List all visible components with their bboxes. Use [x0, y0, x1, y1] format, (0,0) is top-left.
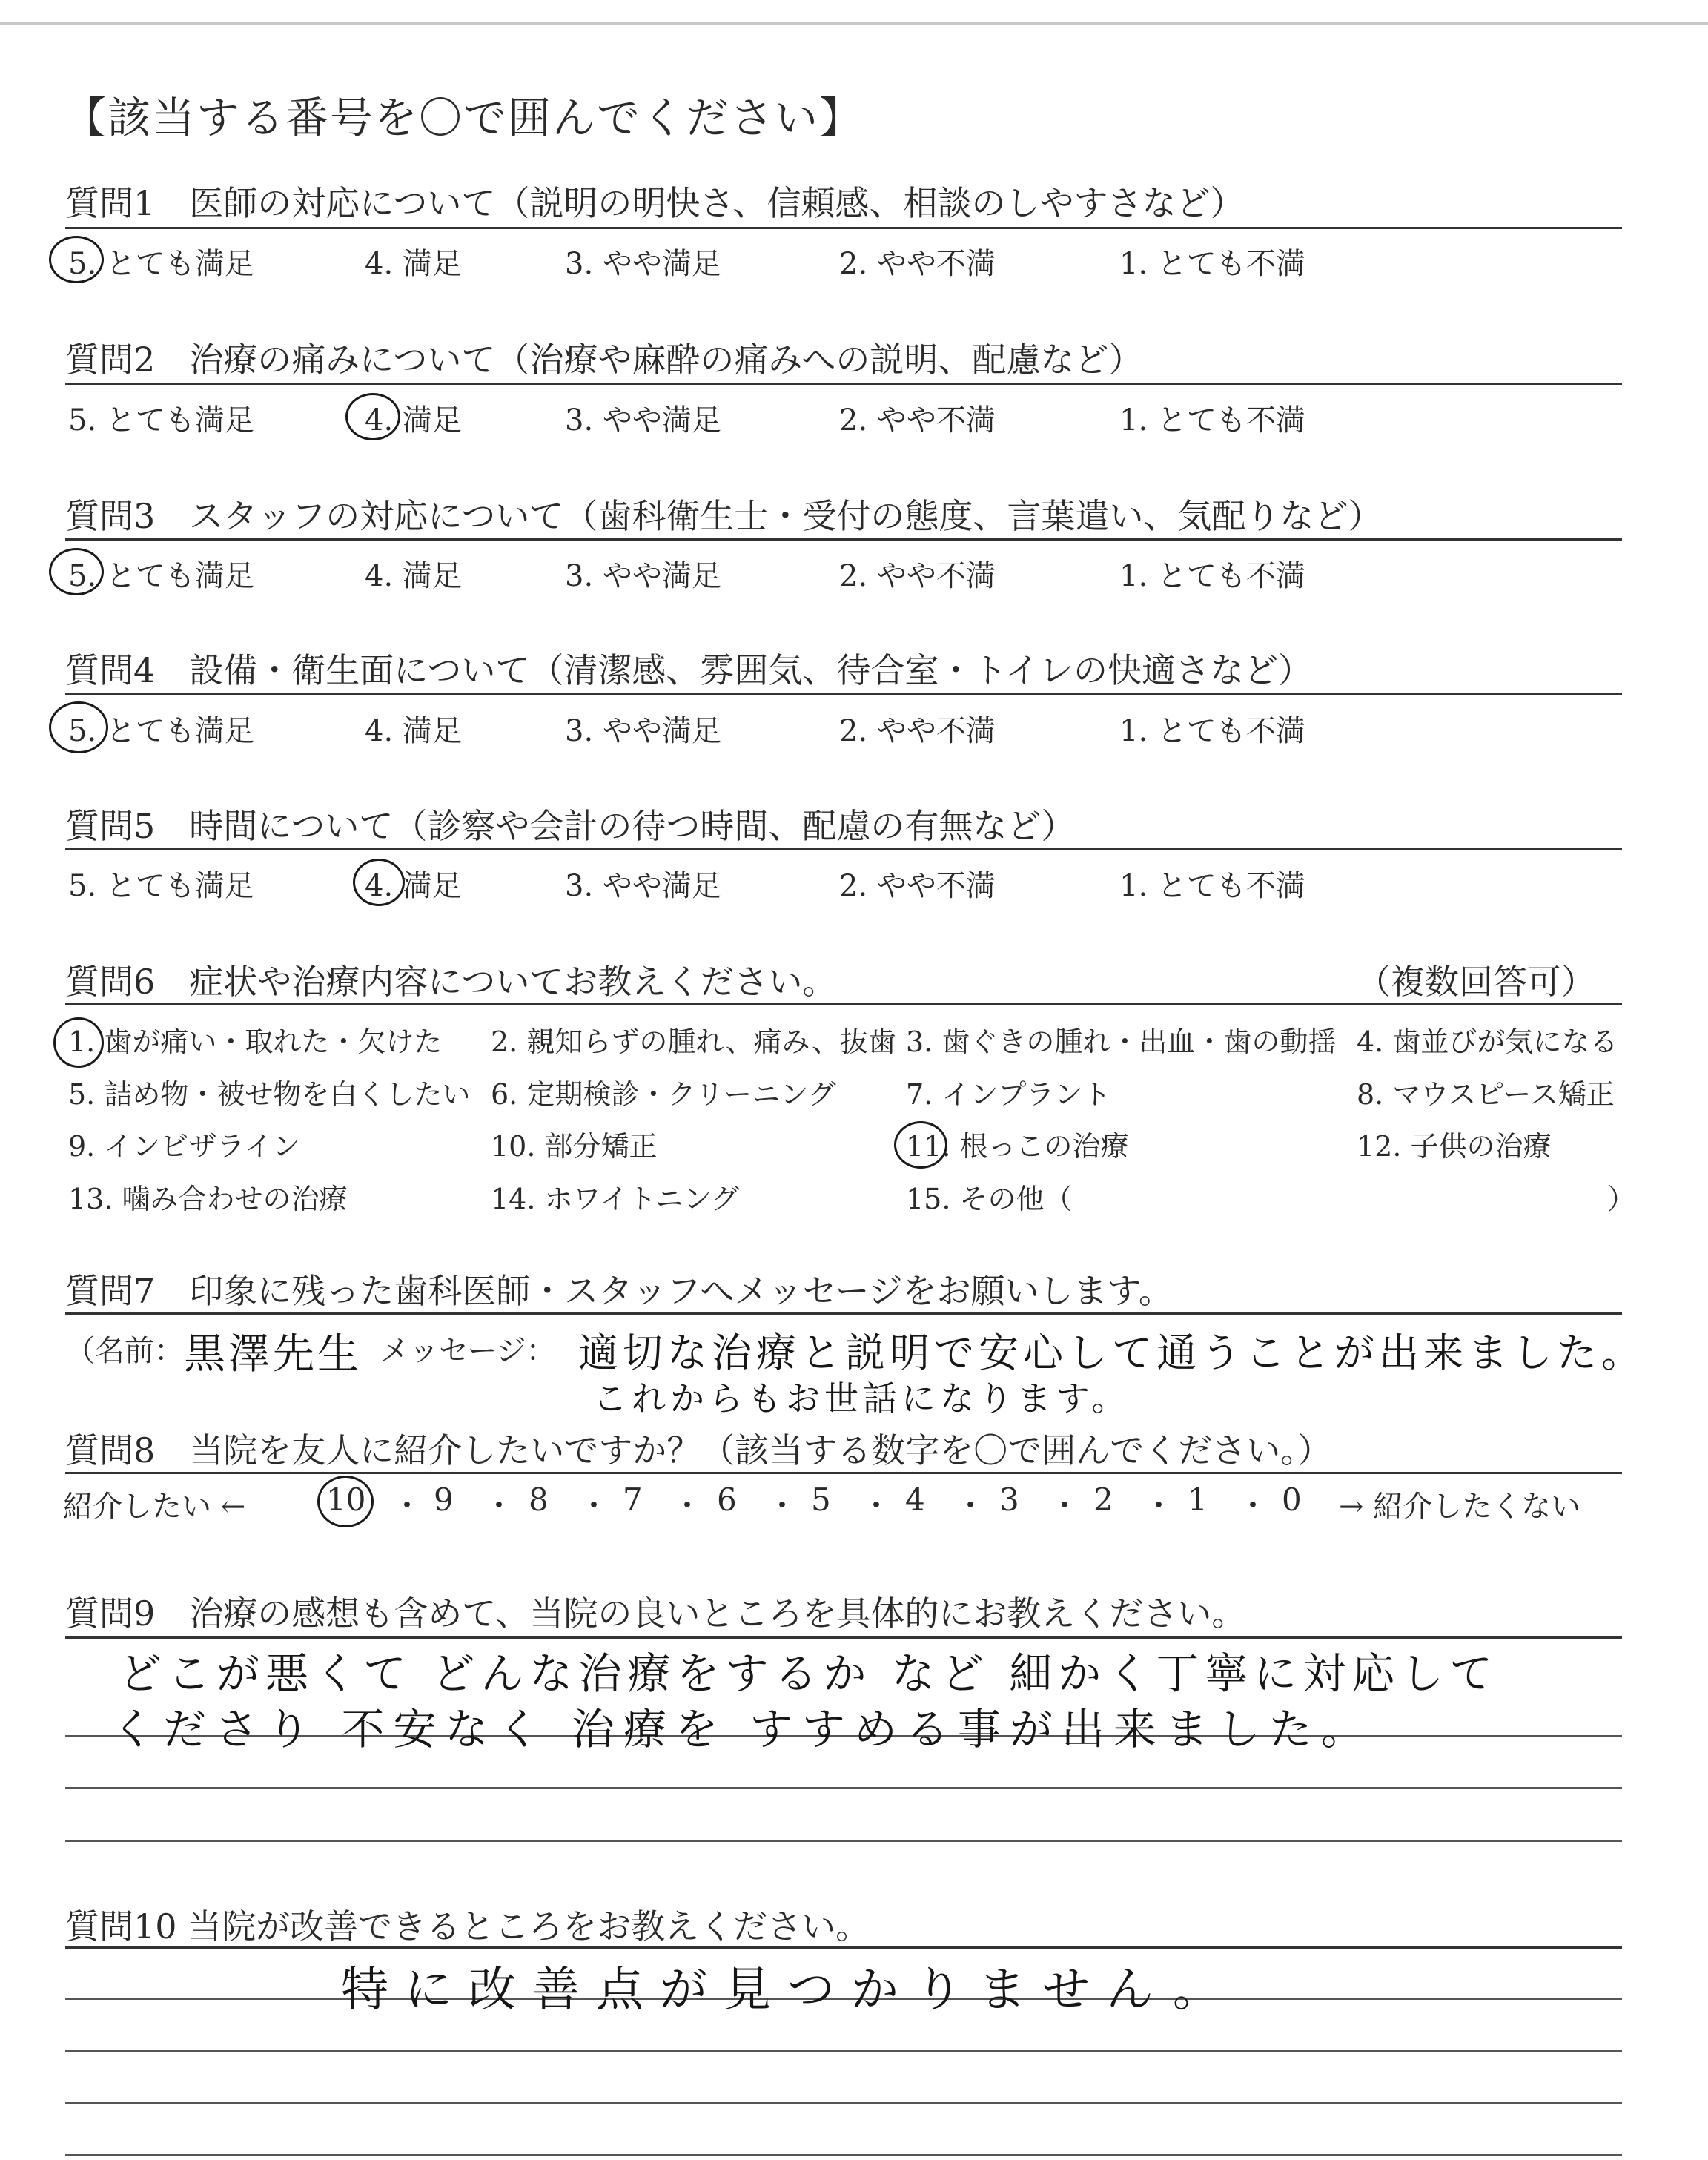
question-9-rule-3 [65, 1787, 1622, 1789]
q1-option-1[interactable]: 1. とても不満 [1119, 247, 1305, 281]
q2-option-3[interactable]: 3. やや満足 [565, 403, 721, 437]
question-4-title: 質問4 設備・衛生面について（清潔感、雰囲気、待合室・トイレの快適さなど） [65, 650, 1313, 690]
question-10-rule-1 [65, 1946, 1622, 1949]
q8-score-6[interactable]: 6 [717, 1482, 737, 1518]
question-5-rule [65, 848, 1622, 850]
q6-item-3[interactable]: 3. 歯ぐきの腫れ・出血・歯の動揺 [906, 1025, 1337, 1058]
q6-item-10[interactable]: 10. 部分矯正 [491, 1130, 658, 1163]
question-2-title: 質問2 治療の痛みについて（治療や麻酔の痛みへの説明、配慮など） [65, 340, 1143, 380]
q8-dot: ・ [1143, 1487, 1175, 1524]
q8-right-label: → 紹介したくない [1339, 1490, 1581, 1524]
q3-option-2[interactable]: 2. やや不満 [839, 559, 996, 593]
question-7-title: 質問7 印象に残った歯科医師・スタッフへメッセージをお願いします。 [65, 1271, 1173, 1311]
question-9-title: 質問9 治療の感想も含めて、当院の良いところを具体的にお教えください。 [65, 1593, 1246, 1634]
q6-item-7[interactable]: 7. インプラント [906, 1078, 1111, 1111]
question-1-rule [65, 227, 1622, 229]
q5-selected-circle [353, 859, 405, 906]
q6-item-15-close: ） [1607, 1183, 1636, 1215]
q5-option-1[interactable]: 1. とても不満 [1119, 869, 1305, 903]
question-6-rule [65, 1003, 1622, 1005]
q8-score-4[interactable]: 4 [905, 1482, 925, 1518]
q1-option-2[interactable]: 2. やや不満 [839, 247, 996, 281]
question-6-note: （複数回答可） [1357, 962, 1595, 1002]
q5-option-2[interactable]: 2. やや不満 [839, 869, 996, 903]
q8-score-3[interactable]: 3 [999, 1482, 1019, 1518]
q6-item-9[interactable]: 9. インビザライン [68, 1130, 301, 1163]
q8-score-2[interactable]: 2 [1093, 1482, 1113, 1518]
question-7-rule [65, 1312, 1622, 1315]
question-10-title: 質問10 当院が改善できるところをお教えください。 [65, 1906, 870, 1946]
q8-score-9[interactable]: 9 [434, 1482, 454, 1518]
q4-selected-circle [49, 701, 108, 753]
q3-option-5[interactable]: 5. とても満足 [68, 559, 254, 593]
q2-option-5[interactable]: 5. とても満足 [68, 403, 254, 437]
q7-message-handwriting-line2: これからもお世話になります。 [593, 1378, 1131, 1418]
q7-message-handwriting-line1: 適切な治療と説明で安心して通うことが出来ました。 [578, 1330, 1646, 1376]
q8-dot: ・ [391, 1487, 423, 1524]
q8-score-5[interactable]: 5 [811, 1482, 831, 1518]
q8-dot: ・ [861, 1487, 893, 1524]
question-10-rule-3 [65, 2050, 1622, 2052]
q2-option-1[interactable]: 1. とても不満 [1119, 403, 1305, 437]
q6-item-2[interactable]: 2. 親知らずの腫れ、痛み、抜歯 [491, 1025, 896, 1058]
question-9-rule-4 [65, 1840, 1622, 1842]
q8-dot: ・ [578, 1487, 610, 1524]
q9-answer-handwriting-line2: くださり 不安なく 治療を すすめる事が出来ました。 [111, 1704, 1373, 1754]
q6-item-12[interactable]: 12. 子供の治療 [1357, 1130, 1552, 1163]
q7-name-label: （名前： [65, 1334, 184, 1368]
question-8-title: 質問8 当院を友人に紹介したいですか？（該当する数字を〇で囲んでください。） [65, 1430, 1332, 1470]
question-10-rule-5 [65, 2154, 1622, 2156]
q5-option-5[interactable]: 5. とても満足 [68, 869, 254, 903]
q2-option-4[interactable]: 4. 満足 [365, 403, 462, 437]
q8-score-7[interactable]: 7 [623, 1482, 643, 1518]
q8-dot: ・ [483, 1487, 515, 1524]
q2-option-2[interactable]: 2. やや不満 [839, 403, 996, 437]
q7-message-label: メッセージ： [380, 1334, 556, 1368]
q3-option-3[interactable]: 3. やや満足 [565, 559, 721, 593]
q8-score-1[interactable]: 1 [1188, 1482, 1208, 1518]
q3-option-1[interactable]: 1. とても不満 [1119, 559, 1305, 593]
q6-item-1[interactable]: 1. 歯が痛い・取れた・欠けた [68, 1025, 443, 1058]
q5-option-3[interactable]: 3. やや満足 [565, 869, 721, 903]
top-border-line [0, 22, 1708, 25]
q6-item-8[interactable]: 8. マウスピース矯正 [1357, 1078, 1615, 1111]
q9-answer-handwriting-line1: どこが悪くて どんな治療をするか など 細かく丁寧に対応して [119, 1648, 1499, 1699]
q4-option-5[interactable]: 5. とても満足 [68, 714, 254, 748]
q8-dot: ・ [767, 1487, 798, 1524]
question-6-title: 質問6 症状や治療内容についてお教えください。 [65, 962, 837, 1002]
q8-score-0[interactable]: 0 [1282, 1482, 1302, 1518]
q4-option-3[interactable]: 3. やや満足 [565, 714, 721, 748]
q8-dot: ・ [1237, 1487, 1269, 1524]
q8-dot: ・ [1049, 1487, 1081, 1524]
q5-option-4[interactable]: 4. 満足 [365, 869, 462, 903]
q8-left-label: 紹介したい ← [63, 1490, 246, 1524]
q1-selected-circle [49, 236, 104, 283]
q6-item-6[interactable]: 6. 定期検診・クリーニング [491, 1078, 836, 1111]
q4-option-4[interactable]: 4. 満足 [365, 714, 462, 748]
question-8-rule [65, 1472, 1622, 1474]
q2-selected-circle [345, 393, 400, 440]
q3-option-4[interactable]: 4. 満足 [365, 559, 462, 593]
q1-option-3[interactable]: 3. やや満足 [565, 247, 721, 281]
question-3-title: 質問3 スタッフの対応について（歯科衛生士・受付の態度、言葉遣い、気配りなど） [65, 496, 1383, 536]
q6-item-5[interactable]: 5. 詰め物・被せ物を白くしたい [68, 1078, 471, 1111]
q7-name-handwriting: 黒澤先生 [184, 1330, 362, 1378]
question-2-rule [65, 383, 1622, 385]
question-5-title: 質問5 時間について（診察や会計の待つ時間、配慮の有無など） [65, 806, 1076, 846]
q10-answer-handwriting: 特に改善点が見つかりません。 [341, 1963, 1237, 2018]
q8-score-10[interactable]: 10 [326, 1482, 366, 1518]
q8-score-8[interactable]: 8 [529, 1482, 549, 1518]
q6-selected-circle-11 [894, 1121, 947, 1169]
question-4-rule [65, 693, 1622, 695]
q8-selected-circle [317, 1476, 374, 1527]
question-10-rule-4 [65, 2102, 1622, 2104]
question-3-rule [65, 538, 1622, 541]
q3-selected-circle [49, 548, 104, 595]
q1-option-5[interactable]: 5. とても満足 [68, 247, 254, 281]
q6-selected-circle-1 [53, 1017, 104, 1068]
q8-dot: ・ [955, 1487, 987, 1524]
q4-option-2[interactable]: 2. やや不満 [839, 714, 996, 748]
q6-item-11[interactable]: 11. 根っこの治療 [906, 1130, 1129, 1163]
q4-option-1[interactable]: 1. とても不満 [1119, 714, 1305, 748]
q6-item-14[interactable]: 14. ホワイトニング [491, 1183, 740, 1215]
q1-option-4[interactable]: 4. 満足 [365, 247, 462, 281]
q6-item-13[interactable]: 13. 噛み合わせの治療 [68, 1183, 348, 1215]
q6-item-4[interactable]: 4. 歯並びが気になる [1357, 1025, 1618, 1058]
q8-dot: ・ [672, 1487, 704, 1524]
form-instruction-header: 【該当する番号を〇で囲んでください】 [63, 93, 864, 143]
question-1-title: 質問1 医師の対応について（説明の明快さ、信頼感、相談のしやすさなど） [65, 183, 1245, 223]
q6-item-15[interactable]: 15. その他（ [906, 1183, 1073, 1215]
